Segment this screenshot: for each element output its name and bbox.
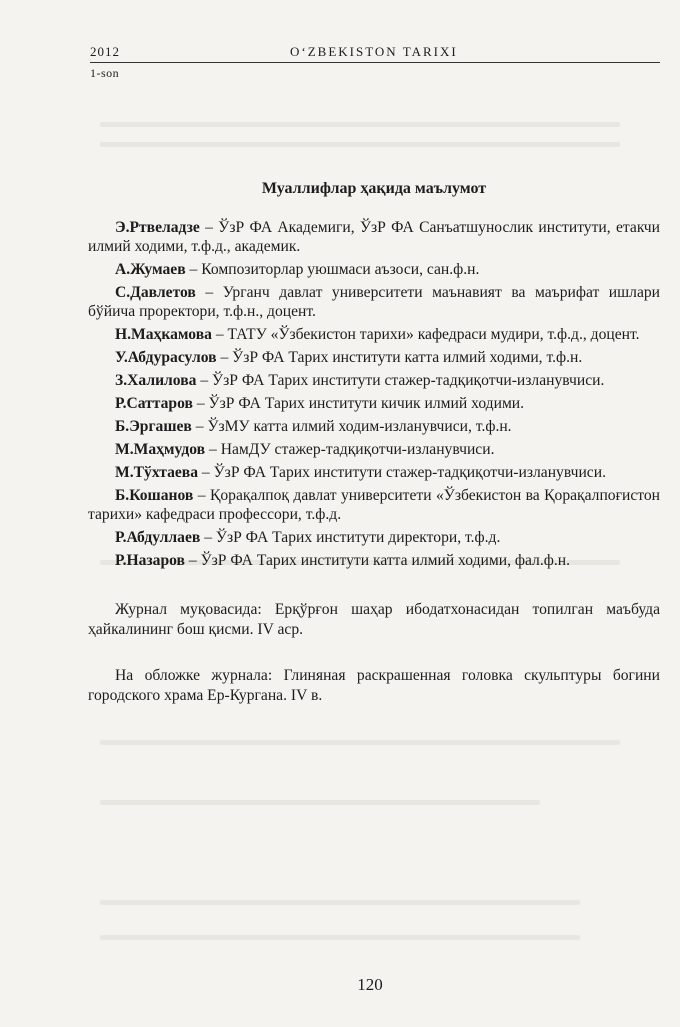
author-dash: – — [197, 487, 206, 504]
cover-caption-uzbek: Журнал муқовасида: Ерқўрғон шаҳар ибодатхонасидан топилган маъбуда ҳайкалининг бош қисми. IV аср. — [88, 601, 660, 638]
section-title: Муаллифлар ҳақида маълумот — [261, 180, 487, 197]
author-entry — [88, 325, 660, 344]
author-entry — [88, 371, 660, 390]
author-entry — [88, 417, 660, 436]
author-name: Э.Ртвеладзе — [115, 219, 200, 236]
author-dash: – — [200, 372, 209, 389]
author-description: Композиторлар уюшмаси аъзоси, сан.ф.н. — [201, 261, 480, 278]
bleed-through-line — [100, 740, 620, 745]
author-dash: – — [195, 418, 204, 435]
author-dash: – — [189, 261, 198, 278]
author-name: С.Давлетов — [115, 284, 196, 301]
author-name: Р.Назаров — [115, 552, 185, 569]
author-name: У.Абдурасулов — [115, 349, 217, 366]
author-entry — [88, 348, 660, 367]
author-name: Р.Саттаров — [115, 395, 193, 412]
author-name: Р.Абдуллаев — [115, 529, 201, 546]
header-issue: 1-son — [90, 66, 120, 80]
author-description: ЎзР ФА Тарих институти стажер-тадқиқотчи-изланувчиси. — [212, 372, 605, 389]
bleed-through-line — [100, 122, 620, 127]
author-dash: – — [188, 552, 197, 569]
author-name: З.Халилова — [115, 372, 197, 389]
author-name: М.Маҳмудов — [115, 441, 206, 458]
running-header — [90, 44, 660, 84]
page-number: 120 — [357, 975, 383, 994]
author-description: ЎзР ФА Тарих институти катта илмий ходими, фал.ф.н. — [200, 552, 570, 569]
author-name: М.Тўхтаева — [115, 464, 199, 481]
author-description: ТАТУ «Ўзбекистон тарихи» кафедраси мудири, т.ф.д., доцент. — [227, 326, 640, 343]
author-dash: – — [204, 529, 212, 546]
author-description: ЎзР ФА Академиги, ЎзР ФА Санъатшунослик институти, етакчи илмий ходими, т.ф.д., академик. — [88, 219, 660, 255]
bleed-through-line — [100, 935, 580, 940]
bleed-through-line — [100, 800, 540, 805]
author-name: Н.Маҳкамова — [115, 326, 212, 343]
author-description: ЎзР ФА Тарих институти катта илмий ходими, т.ф.н. — [232, 349, 583, 366]
author-description: НамДУ стажер-тадқиқотчи-изланувчиси. — [220, 441, 495, 458]
author-entry — [88, 440, 660, 459]
author-entry — [88, 260, 660, 279]
article-body — [88, 180, 660, 706]
author-name: Б.Кошанов — [115, 487, 194, 504]
header-rule — [90, 62, 660, 63]
author-entry — [88, 486, 660, 524]
author-name: А.Жумаев — [115, 261, 186, 278]
author-description: ЎзР ФА Тарих институти стажер-тадқиқотчи-изланувчиси. — [213, 464, 606, 481]
author-dash: – — [220, 349, 229, 366]
author-description: ЎзМУ катта илмий ходим-изланувчиси, т.ф.н. — [207, 418, 512, 435]
author-description: ЎзР ФА Тарих институти директори, т.ф.д. — [215, 529, 501, 546]
cover-caption-russian: На обложке журнала: Глиняная раскрашенная головка скульптуры богини городского храма Ер-Кургана. IV в. — [88, 667, 660, 704]
author-entry — [88, 463, 660, 482]
author-description: Урганч давлат университети маънавият ва маърифат ишлари бўйича проректори, т.ф.н., доцент. — [88, 284, 661, 320]
author-description: ЎзР ФА Тарих институти кичик илмий ходими. — [208, 395, 525, 412]
authors-list — [88, 218, 660, 570]
author-dash: – — [196, 395, 205, 412]
author-dash: – — [201, 464, 210, 481]
author-dash: – — [209, 441, 217, 458]
author-name: Б.Эргашев — [115, 418, 192, 435]
author-entry — [88, 218, 660, 256]
author-dash: – — [205, 284, 214, 301]
bleed-through-line — [100, 142, 620, 147]
header-year: 2012 — [90, 44, 120, 59]
author-description: Қорақалпоқ давлат университети «Ўзбекистон ва Қорақалпоғистон тарихи» кафедраси профессори, т.ф.д. — [88, 487, 661, 523]
author-entry — [88, 551, 660, 570]
journal-title: O‘ZBEKISTON TARIXI — [290, 44, 458, 59]
author-dash: – — [205, 219, 213, 236]
author-entry — [88, 283, 660, 321]
author-entry — [88, 394, 660, 413]
author-entry — [88, 528, 660, 547]
author-dash: – — [215, 326, 224, 343]
bleed-through-line — [100, 900, 580, 905]
